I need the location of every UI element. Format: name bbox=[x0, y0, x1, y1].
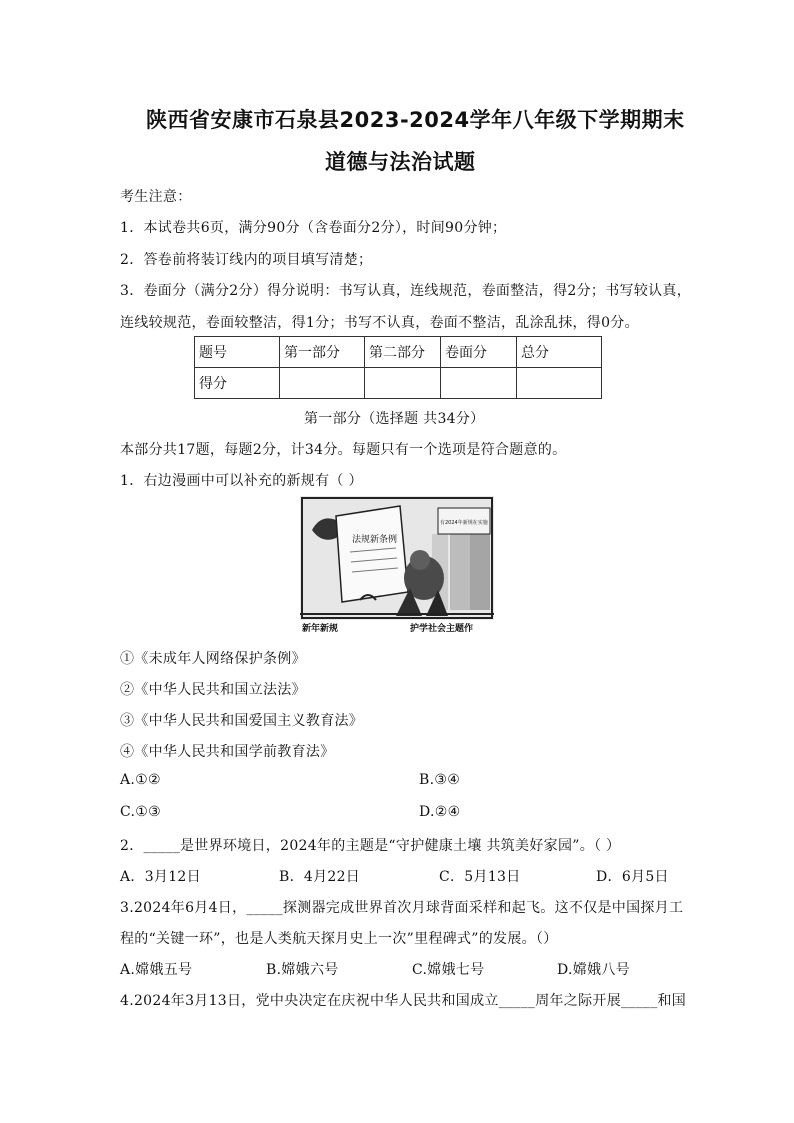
cartoon-caption-right: 护学社会主题作 bbox=[410, 624, 474, 634]
q1-item-2: ②《中华人民共和国立法法》 bbox=[120, 682, 306, 698]
q2-option-b[interactable]: B．4月22日 bbox=[279, 869, 361, 885]
q1-item-3: ③《中华人民共和国爱国主义教育法》 bbox=[120, 713, 364, 729]
cartoon-caption-left: 新年新规 bbox=[302, 624, 339, 634]
score-header-cell: 题号 bbox=[195, 337, 280, 368]
q3-stem-line-2: 程的“关键一环”，也是人类航天探月史上一次”里程碑式”的发展。（） bbox=[120, 931, 558, 947]
q1-option-c[interactable]: C.①③ bbox=[120, 804, 161, 820]
part1-description: 本部分共17题，每题2分，计34分。每题只有一个选项是符合题意的。 bbox=[120, 442, 567, 458]
score-row-label: 得分 bbox=[195, 368, 280, 399]
q1-option-d[interactable]: D.②④ bbox=[419, 804, 461, 820]
score-header-cell: 第一部分 bbox=[280, 337, 365, 368]
note-3a: 3．卷面分（满分2分）得分说明：书写认真，连线规范，卷面整洁，得2分；书写较认真， bbox=[120, 283, 692, 299]
score-input-cell[interactable] bbox=[280, 368, 365, 399]
q1-option-a[interactable]: A.①② bbox=[120, 772, 161, 788]
q1-option-b[interactable]: B.③④ bbox=[419, 772, 461, 788]
score-table-header-row bbox=[195, 337, 602, 368]
score-input-cell[interactable] bbox=[517, 368, 602, 399]
title-line-1: 陕西省安康市石泉县2023-2024学年八年级下学期期末 bbox=[146, 108, 685, 132]
score-input-cell[interactable] bbox=[365, 368, 441, 399]
q4-stem-line-1: 4.2024年3月13日，党中央决定在庆祝中华人民共和国成立_____周年之际开展_____和国 bbox=[120, 993, 687, 1009]
part1-heading: 第一部分（选择题 共34分） bbox=[304, 411, 485, 427]
title-line-2: 道德与法治试题 bbox=[325, 150, 476, 174]
score-input-cell[interactable] bbox=[441, 368, 517, 399]
q3-stem-line-1: 3.2024年6月4日，_____探测器完成世界首次月球背面采样和起飞。这不仅是中国探月工 bbox=[120, 900, 684, 916]
note-3b: 连线较规范，卷面较整洁，得1分；书写不认真，卷面不整洁，乱涂乱抹，得0分。 bbox=[120, 315, 639, 331]
score-table-score-row bbox=[195, 368, 602, 399]
q3-option-d[interactable]: D.嫦娥八号 bbox=[557, 962, 630, 978]
score-header-cell: 总分 bbox=[517, 337, 602, 368]
cartoon-document-text: 法规新条例 bbox=[352, 535, 398, 545]
q2-option-a[interactable]: A．3月12日 bbox=[120, 869, 201, 885]
q1-item-1: ①《未成年人网络保护条例》 bbox=[120, 651, 306, 667]
q2-option-c[interactable]: C．5月13日 bbox=[439, 869, 521, 885]
q2-option-d[interactable]: D．6月5日 bbox=[596, 869, 669, 885]
q1-stem: 1．右边漫画中可以补充的新规有（ ） bbox=[120, 473, 363, 489]
q1-item-4: ④《中华人民共和国学前教育法》 bbox=[120, 744, 335, 760]
q3-option-b[interactable]: B.嫦娥六号 bbox=[266, 962, 339, 978]
q2-stem: 2．_____是世界环境日，2024年的主题是“守护健康土壤 共筑美好家园”。（ ） bbox=[120, 838, 621, 854]
q1-cartoon-image bbox=[300, 496, 494, 634]
score-header-cell: 卷面分 bbox=[441, 337, 517, 368]
q3-option-c[interactable]: C.嫦娥七号 bbox=[412, 962, 485, 978]
score-table bbox=[194, 336, 602, 399]
note-1: 1．本试卷共6页，满分90分（含卷面分2分），时间90分钟； bbox=[120, 220, 507, 236]
cartoon-sign-text: 有2024年新规在实施 bbox=[440, 520, 488, 526]
q3-option-a[interactable]: A.嫦娥五号 bbox=[120, 962, 193, 978]
notes-heading: 考生注意： bbox=[120, 189, 192, 205]
score-header-cell: 第二部分 bbox=[365, 337, 441, 368]
note-2: 2．答卷前将装订线内的项目填写清楚； bbox=[120, 252, 373, 268]
